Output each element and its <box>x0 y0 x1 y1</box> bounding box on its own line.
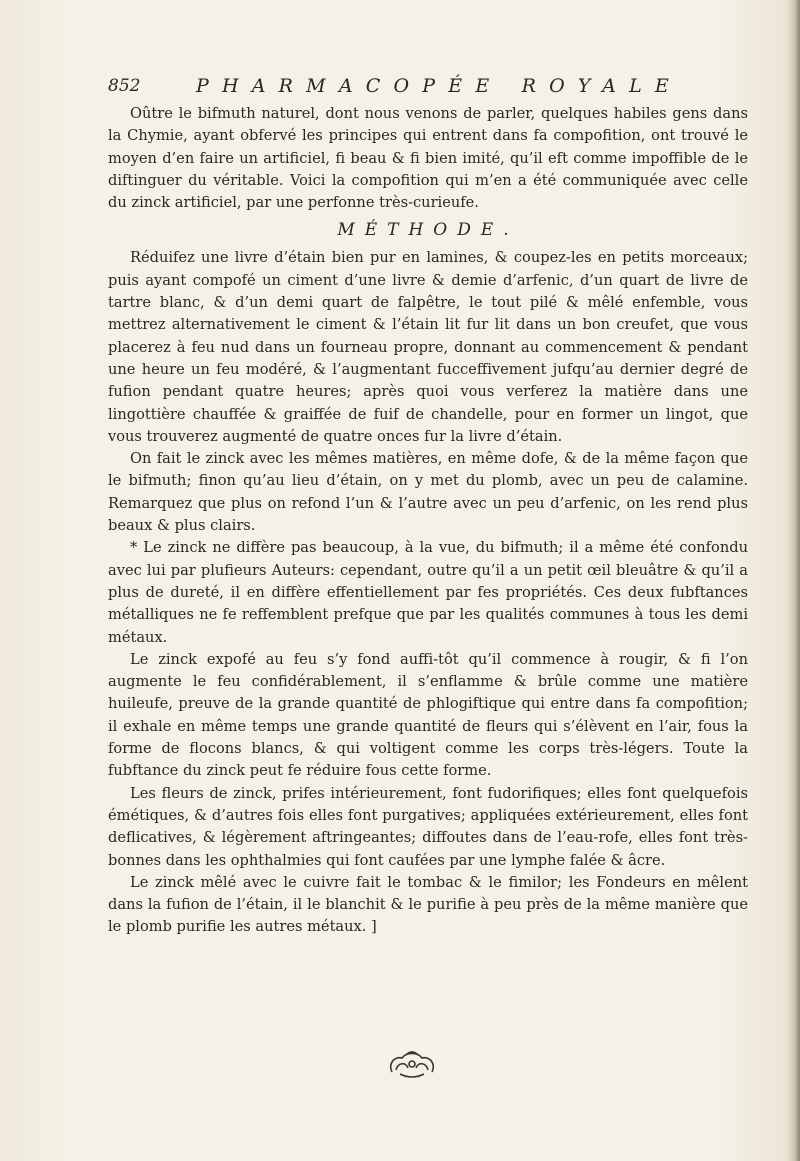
intro-paragraph: Oûtre le bifmuth naturel, dont nous venons de parler, quelques habiles gens dans la Chymie, ayant obfervé les principes qui entrent dans fa compofition, ont trouvé le moyen d’en faire un artificiel, fi beau & fi bien imité, qu’il eft comme impoffible de le diftinguer du véritable. Voici la compofition qui m’en a été communiquée avec celle du zinck artificiel, par une perfonne très-curieufe. <box>108 105 748 212</box>
paragraph-zinck-copper: Le zinck mêlé avec le cuivre fait le tombac & le fimilor; les Fondeurs en mêlent dans la fufion de l’étain, il le blanchit & le purifie à peu près de la même manière que le plomb purifie les autres métaux. ] <box>108 873 748 936</box>
floral-tailpiece-icon <box>386 1046 438 1082</box>
page-number: 852 <box>108 76 141 96</box>
running-header <box>108 76 748 100</box>
section-heading: MÉTHODE. <box>337 220 519 241</box>
page-edge-shadow <box>786 0 800 1161</box>
paragraph-zinck-bismuth: * Le zinck ne diffère pas beaucoup, à la vue, du bifmuth; il a même été confondu avec lui par plufieurs Auteurs: cependant, outre qu’il a un petit œil bleuâtre & qu’il a plus de dureté, il en diffère effentiellement par fes propriétés. Ces deux fubftances métalliques ne fe reffemblent prefque que par les qualités communes à tous les demi métaux. <box>108 539 748 646</box>
running-title: PHARMACOPÉE ROYALE <box>196 75 682 97</box>
body-text <box>108 103 748 939</box>
paragraph-method: Réduifez une livre d’étain bien pur en lamines, & coupez-les en petits morceaux; puis ayant compofé un ciment d’une livre & demie d’arfenic, d’un quart de livre de tartre blanc, & d’un demi quart de falpêtre, le tout pilé & mêlé enfemble, vous mettrez alternativement le ciment & l’étain lit fur lit dans un bon creufet, que vous placerez à feu nud dans un fourneau propre, donnant au commencement & pendant une heure un feu modéré, & l’augmentant fucceffivement jufqu’au dernier degré de fufion pendant quatre heures; après quoi vous verferez la matière dans une lingottière chauffée & graiffée de fuif de chandelle, pour en former un lingot, que vous trouverez augmenté de quatre onces fur la livre d’étain. <box>108 249 748 445</box>
paragraph-zinck-making: On fait le zinck avec les mêmes matières, en même dofe, & de la même façon que le bifmuth; finon qu’au lieu d’étain, on y met du plomb, avec un peu de calamine. Remarquez que plus on refond l’un & l’autre avec un peu d’arfenic, on les rend plus beaux & plus clairs. <box>108 450 748 535</box>
paragraph-zinck-fire: Le zinck expofé au feu s’y fond auffi-tôt qu’il commence à rougir, & fi l’on augmente le feu confidérablement, il s’enflamme & brûle comme une matière huileufe, preuve de la grande quantité de phlogiftique qui entre dans fa compofition; il exhale en même temps une grande quantité de fleurs qui s’élèvent en l’air, fous la forme de flocons blancs, & qui voltigent comme les corps très-légers. Toute la fubftance du zinck peut fe réduire fous cette forme. <box>108 650 748 780</box>
paragraph-zinck-flowers: Les fleurs de zinck, prifes intérieurement, font fudorifiques; elles font quelquefois émétiques, & d’autres fois elles font purgatives; appliquées extérieurement, elles font deflicatives, & légèrement aftringeantes; diffoutes dans de l’eau-rofe, elles font très-bonnes dans les ophthalmies qui font caufées par une lymphe falée & âcre. <box>108 784 748 869</box>
